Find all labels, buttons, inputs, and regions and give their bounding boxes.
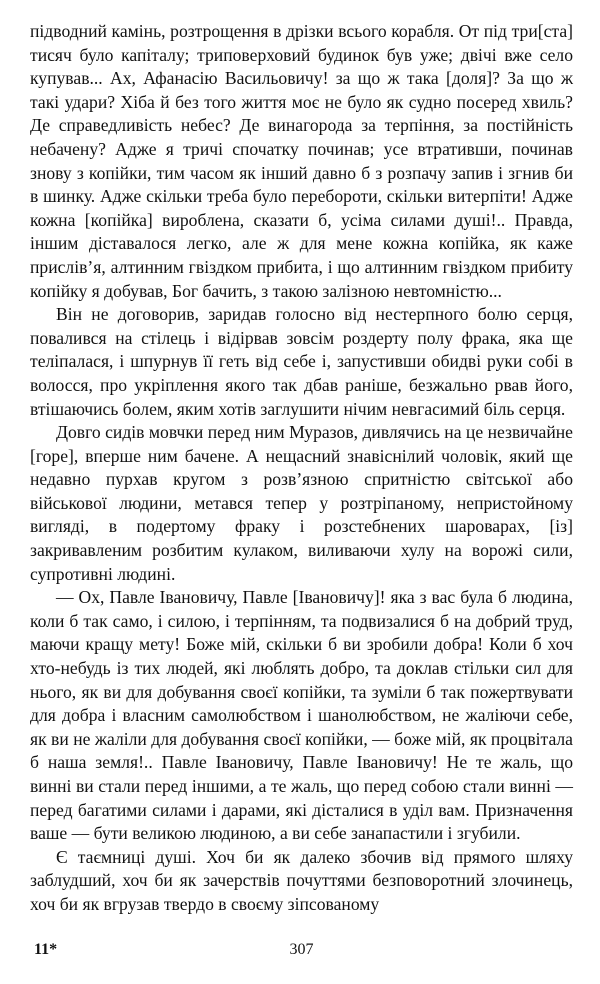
paragraph-4: — Ох, Павле Івановичу, Павле [Івановичу]! яка з вас була б людина, коли б так само, і силою, і терпінням, та подвизалися б на добрий труд, маючи кращу мету! Боже мій, скільки б ви зробили добра! Коли б хоч хто-небудь із тих людей, які люблять добро, та доклав стільки сил для нього, як ви для добування своєї копійки, та зуміли б так пожертвувати для добра і власним самолюбством і шанолюбством, не жаліючи себе, як ви не жаліли для добування своєї копійки, — боже мій, як процвітала б наша земля!.. Павле Івановичу, Павле Івановичу! Не те жаль, що винні ви стали перед іншими, а те жаль, що перед собою стали винні — перед багатими силами і дарами, які дісталися в уділ вам. Призначення ваше — бути великою людиною, а ви себе занапастили і згубили. (30, 587, 573, 844)
signature-mark: 11* (34, 941, 58, 958)
paragraph-2: Він не договорив, заридав голосно від нестерпного болю серця, повалився на стілець і відірвав зовсім роздерту полу фрака, яка ще теліпалася, і шпурнув її геть від себе і, запустивши обидві руки собі в волосся, про укріплення якого так дбав раніше, безжально рвав його, втішаючись болем, яким хотів заглушити нічим невгасимий біль серця. (30, 304, 573, 419)
paragraph-3: Довго сидів мовчки перед ним Муразов, дивлячись на це незвичайне [горе], вперше ним бачене. А нещасний знавіснілий чоловік, який ще недавно пурхав кругом з розв’язною спритністю світської або військової людини, метався тепер у розтріпаному, непристойному вигляді, в подертому фраку і розстебнених шароварах, [із] закривавленим розбитим кулаком, виливаючи хулу на ворожі сили, супротивні людині. (30, 422, 573, 584)
paragraph-5: Є таємниці душі. Хоч би як далеко збочив від прямого шляху заблудший, хоч би як зачерствів почуттями безповоротний злочинець, хоч би як вгрузав твердо в своєму зіпсованому (30, 846, 573, 914)
page-text (30, 20, 573, 917)
paragraph-1: підводний камінь, розтрощення в дрізки всього корабля. От під три[ста] тисяч було капіталу; триповерховий будинок був уже; двічі вже село купував... Ах, Афанасію Васильовичу! за що ж така [доля]? За що ж такі удари? Хіба й без того життя моє не було як судно посеред хвиль? Де справедливість небес? Де винагорода за терпіння, за постійність небачену? Адже я тричі спочатку починав; усе втративши, починав знову з копійки, тим часом як інший давно б з розпачу запив і згнив би в шинку. Адже скільки треба було перебороти, скільки витерпіти! Адже кожна [копійка] вироблена, сказати б, усіма силами душі!.. Правда, іншим діставалося легко, але ж для мене кожна копійка, як каже прислів’я, алтинним гвіздком прибита, і що алтинним гвіздком прибиту копійку я добував, Бог бачить, з такою залізною невтомністю... (30, 21, 573, 301)
page-footer (30, 941, 573, 965)
page-number: 307 (289, 941, 314, 958)
